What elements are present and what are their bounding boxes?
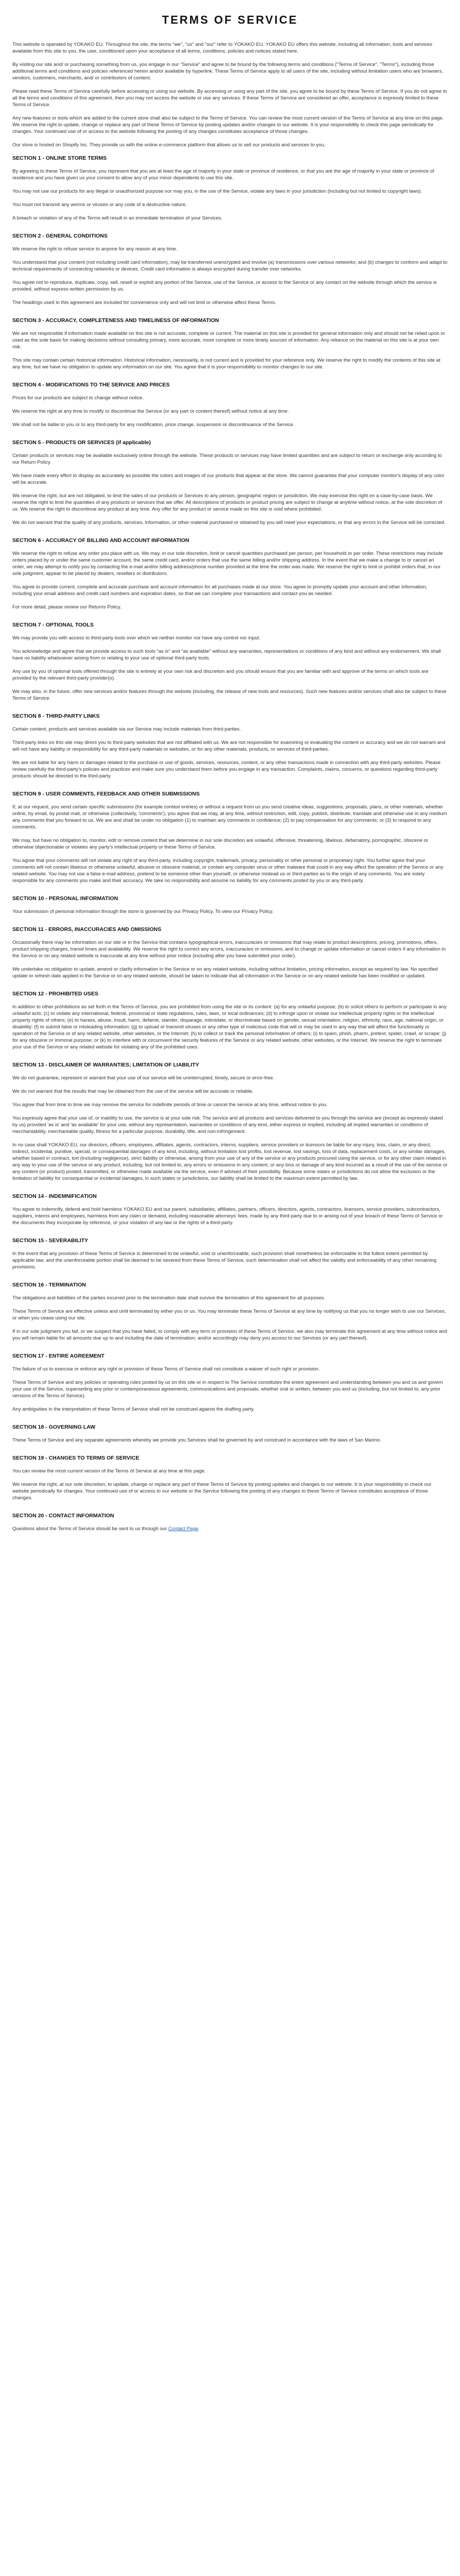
section-12-heading: SECTION 12 - PROHIBITED USES — [12, 991, 98, 997]
section-2-paragraph: You agree not to reproduce, duplicate, copy, sell, resell or exploit any portion of the Service, use of the Service, or access to the Service or any contact on the website through which the service is provided, without express written permission by us. — [12, 280, 437, 292]
section-4-heading: SECTION 4 - MODIFICATIONS TO THE SERVICE AND PRICES — [12, 382, 170, 388]
section-8-heading: SECTION 8 - THIRD-PARTY LINKS — [12, 713, 100, 719]
section-9-heading: SECTION 9 - USER COMMENTS, FEEDBACK AND OTHER SUBMISSIONS — [12, 791, 200, 797]
contact-tail: . — [198, 1526, 200, 1532]
section-4-paragraph: Prices for our products are subject to change without notice. — [12, 395, 144, 401]
section-14-heading: SECTION 14 - INDEMNIFICATION — [12, 1193, 97, 1199]
section-13-paragraph: You expressly agree that your use of, or inability to use, the service is at your sole risk. The service and all products and services delivered to you through the service are (except as expressly stated by us) provided 'as is' and 'as available' for your use, without any representation, warranties or conditions of any kind, either express or implied, including all implied warranties or conditions of merchantability, merchantable quality, fitness for a particular purpose, durability, title, and non-infringement. — [12, 1115, 443, 1134]
section-1-heading: SECTION 1 - ONLINE STORE TERMS — [12, 155, 107, 161]
section-16-paragraph: These Terms of Service are effective unless and until terminated by either you or us. You may terminate these Terms of Service at any time by notifying us that you no longer wish to use our Services, or when you cease using our site. — [12, 1309, 446, 1321]
section-6-heading: SECTION 6 - ACCURACY OF BILLING AND ACCOUNT INFORMATION — [12, 537, 190, 544]
contact-lead: Questions about the Terms of Service should be sent to us through our — [12, 1526, 167, 1532]
section-7-paragraph: Any use by you of optional tools offered through the site is entirely at your own risk and discretion and you should ensure that you are familiar with and approve of the terms on which tools are provided by the relevant third-party provider(s). — [12, 669, 429, 681]
section-8-paragraph: Third-party links on this site may direct you to third-party websites that are not affiliated with us. We are not responsible for examining or evaluating the content or accuracy and we do not warrant and will not have any liability or responsibility for any third-party materials or websites, or for any other materials, products, or services of third-parties. — [12, 740, 446, 752]
sections-container — [12, 155, 448, 1519]
section-17-paragraph: The failure of us to exercise or enforce any right or provision of these Terms of Service shall not constitute a waiver of such right or provision. — [12, 1366, 320, 1372]
contact-paragraph — [12, 1526, 448, 1532]
section-8-paragraph: We are not liable for any harm or damages related to the purchase or use of goods, services, resources, content, or any other transactions made in connection with any third-party websites. Please review carefully the third-party's policies and practices and make sure you understand them before you engage in any transaction. Complaints, claims, concerns, or questions regarding third-party products should be directed to the third-party. — [12, 760, 441, 779]
section-20-heading: SECTION 20 - CONTACT INFORMATION — [12, 1513, 114, 1519]
section-15-paragraph: In the event that any provision of these Terms of Service is determined to be unlawful, void or unenforceable, such provision shall nonetheless be enforceable to the fullest extent permitted by applicable law, and the unenforceable portion shall be deemed to be severed from these Terms of Service, such determination shall not affect the validity and enforceability of any other remaining provisions. — [12, 1251, 437, 1270]
section-16-paragraph: The obligations and liabilities of the parties incurred prior to the termination date shall survive the termination of this agreement for all purposes. — [12, 1295, 326, 1301]
terms-content — [12, 41, 448, 1532]
overview-paragraph-4: Any new features or tools which are added to the current store shall also be subject to the Terms of Service. You can review the most current version of the Terms of Service at any time on this page. We reserve the right to update, change or replace any part of these Terms of Service by posting updates and/or changes to our website. It is your responsibility to check this page periodically for changes. Your continued use of or access to the website following the posting of any changes constitutes acceptance of those changes. — [12, 115, 444, 134]
section-2-heading: SECTION 2 - GENERAL CONDITIONS — [12, 233, 108, 239]
section-5-paragraph: We do not warrant that the quality of any products, services, information, or other material purchased or obtained by you will meet your expectations, or that any errors in the Service will be corrected. — [12, 520, 446, 526]
section-13-paragraph: We do not guarantee, represent or warrant that your use of our service will be uninterrupted, timely, secure or error-free. — [12, 1075, 275, 1081]
section-10-heading: SECTION 10 - PERSONAL INFORMATION — [12, 895, 118, 902]
section-5-heading: SECTION 5 - PRODUCTS OR SERVICES (if applicable) — [12, 439, 151, 446]
section-1-paragraph: You may not use our products for any illegal or unauthorized purpose nor may you, in the use of the Service, violate any laws in your jurisdiction (including but not limited to copyright laws). — [12, 189, 422, 194]
section-8-paragraph: Certain content, products and services available via our Service may include materials from third-parties. — [12, 726, 241, 732]
section-3-paragraph: We are not responsible if information made available on this site is not accurate, complete or current. The material on this site is provided for general information only and should not be relied upon or used as the sole basis for making decisions without consulting primary, more accurate, more complete or more timely sources of information. Any reliance on the material on this site is at your own risk. — [12, 331, 446, 350]
section-1-paragraph: A breach or violation of any of the Terms will result in an immediate termination of your Services. — [12, 215, 223, 221]
section-19-heading: SECTION 19 - CHANGES TO TERMS OF SERVICE — [12, 1455, 140, 1461]
overview-paragraph-5: Our store is hosted on Shopify Inc. They provide us with the online e-commerce platform that allows us to sell our products and services to you. — [12, 142, 326, 148]
section-19-paragraph: You can review the most current version of the Terms of Service at any time at this page. — [12, 1468, 206, 1474]
section-13-paragraph: We do not warrant that the results that may be obtained from the use of the service will be accurate or reliable. — [12, 1089, 254, 1094]
section-18-heading: SECTION 18 - GOVERNING LAW — [12, 1424, 96, 1430]
overview-paragraph-1: This website is operated by YOKAKO EU. Throughout the site, the terms "we", "us" and "our" refer to YOKAKO EU. YOKAKO EU offers this website, including all information, tools and services available from this site to you, the user, conditioned upon your acceptance of all terms, conditions, policies and notices stated here. — [12, 42, 433, 54]
section-16-paragraph: If in our sole judgment you fail, or we suspect that you have failed, to comply with any term or provision of these Terms of Service, we also may terminate this agreement at any time without notice and you will remain liable for all amounts due up to and including the date of termination; and/or accordingly may deny you access to our Services (or any part thereof). — [12, 1329, 447, 1341]
section-16-heading: SECTION 16 - TERMINATION — [12, 1282, 86, 1288]
section-7-paragraph: We may provide you with access to third-party tools over which we neither monitor nor have any control nor input. — [12, 635, 261, 641]
section-4-paragraph: We shall not be liable to you or to any third-party for any modification, price change, suspension or discontinuance of the Service. — [12, 422, 295, 428]
section-9-paragraph: You agree that your comments will not violate any right of any third-party, including copyright, trademark, privacy, personality or other personal or proprietary right. You further agree that your comments will not contain libelous or otherwise unlawful, abusive or obscene material, or contain any computer virus or other malware that could in any way affect the operation of the Service or any related website. You may not use a false e-mail address, pretend to be someone other than yourself, or otherwise mislead us or third-parties as to the origin of any comments. You are solely responsible for any comments you make and their accuracy. We take no responsibility and assume no liability for any comments posted by you or any third-party. — [12, 858, 444, 884]
section-12-paragraph: In addition to other prohibitions as set forth in the Terms of Service, you are prohibited from using the site or its content: (a) for any unlawful purpose; (b) to solicit others to perform or participate in any unlawful acts; (c) to violate any international, federal, provincial or state regulations, rules, laws, or local ordinances; (d) to infringe upon or violate our intellectual property rights or the intellectual property rights of others; (e) to harass, abuse, insult, harm, defame, slander, disparage, intimidate, or discriminate based on gender, sexual orientation, religion, ethnicity, race, age, national origin, or disability; (f) to submit false or misleading information; (g) to upload or transmit viruses or any other type of malicious code that will or may be used in any way that will affect the functionality or operation of the Service or of any related website, other websites, or the Internet; (h) to collect or track the personal information of others; (i) to spam, phish, pharm, pretext, spider, crawl, or scrape; (j) for any obscene or immoral purpose; or (k) to interfere with or circumvent the security features of the Service or any related website, other websites, or the Internet. We reserve the right to terminate your use of the Service or any related website for violating any of the prohibited uses. — [12, 1004, 447, 1050]
section-11-heading: SECTION 11 - ERRORS, INACCURACIES AND OMISSIONS — [12, 926, 161, 933]
section-11-paragraph: Occasionally there may be information on our site or in the Service that contains typographical errors, inaccuracies or omissions that may relate to product descriptions, pricing, promotions, offers, product shipping charges, transit times and availability. We reserve the right to correct any errors, inaccuracies or omissions, and to change or update information or cancel orders if any information in the Service or on any related website is inaccurate at any time without prior notice (including after you have submitted your order). — [12, 940, 446, 959]
section-5-paragraph: Certain products or services may be available exclusively online through the website. These products or services may have limited quantities and are subject to return or exchange only according to our Return Policy. — [12, 453, 442, 465]
section-6-paragraph: You agree to provide current, complete and accurate purchase and account information for all purchases made at our store. You agree to promptly update your account and other information, including your email address and credit card numbers and expiration dates, so that we can complete your transactions and contact you as needed. — [12, 584, 428, 597]
section-7-paragraph: We may also, in the future, offer new services and/or features through the website (including, the release of new tools and resources). Such new features and/or services shall also be subject to these Terms of Service. — [12, 689, 447, 701]
section-1-paragraph: By agreeing to these Terms of Service, you represent that you are at least the age of majority in your state or province of residence, or that you are the age of majority in your state or province of residence and you have given us your consent to allow any of your minor dependents to use this site. — [12, 168, 434, 181]
section-4-paragraph: We reserve the right at any time to modify or discontinue the Service (or any part or content thereof) without notice at any time. — [12, 409, 289, 414]
section-5-paragraph: We have made every effort to display as accurately as possible the colors and images of our products that appear at the store. We cannot guarantee that your computer monitor's display of any color will be accurate. — [12, 473, 445, 485]
section-3-paragraph: This site may contain certain historical information. Historical information, necessarily, is not current and is provided for your reference only. We reserve the right to modify the contents of this site at any time, but we have no obligation to update any information on our site. You agree that it is your responsibility to monitor changes to our site. — [12, 358, 440, 370]
section-10-paragraph: Your submission of personal information through the store is governed by our Privacy Policy. To view our Privacy Policy. — [12, 909, 274, 914]
overview-paragraph-3: Please read these Terms of Service carefully before accessing or using our website. By accessing or using any part of the site, you agree to be bound by these Terms of Service. If you do not agree to all the terms and conditions of this agreement, then you may not access the website or use any services. If these Terms of Service are considered an offer, acceptance is expressly limited to these Terms of Service. — [12, 89, 447, 108]
section-18-paragraph: These Terms of Service and any separate agreements whereby we provide you Services shall be governed by and construed in accordance with the laws of San Marino. — [12, 1437, 382, 1443]
section-13-heading: SECTION 13 - DISCLAIMER OF WARRANTIES; LIMITATION OF LIABILITY — [12, 1062, 199, 1068]
section-17-paragraph: Any ambiguities in the interpretation of these Terms of Service shall not be construed against the drafting party. — [12, 1406, 254, 1412]
section-2-paragraph: We reserve the right to refuse service to anyone for any reason at any time. — [12, 246, 178, 252]
section-7-paragraph: You acknowledge and agree that we provide access to such tools "as is" and "as available" without any warranties, representations or conditions of any kind and without any endorsement. We shall have no liability whatsoever arising from or relating to your use of optional third-party tools. — [12, 649, 441, 661]
page-title: TERMS OF SERVICE — [162, 13, 298, 26]
section-11-paragraph: We undertake no obligation to update, amend or clarify information in the Service or on any related website, including without limitation, pricing information, except as required by law. No specified update or refresh date applied in the Service or on any related website, should be taken to indicate that all information in the Service or on any related website has been modified or updated. — [12, 967, 438, 979]
section-3-heading: SECTION 3 - ACCURACY, COMPLETENESS AND TIMELINESS OF INFORMATION — [12, 317, 219, 324]
section-5-paragraph: We reserve the right, but are not obligated, to limit the sales of our products or Services to any person, geographic region or jurisdiction. We may exercise this right on a case-by-case basis. We reserve the right to limit the quantities of any products or services that we offer. All descriptions of products or product pricing are subject to change at anytime without notice, at the sole discretion of us. We reserve the right to discontinue any product at any time. Any offer for any product or service made on this site is void where prohibited. — [12, 493, 442, 512]
overview-paragraph-2: By visiting our site and/ or purchasing something from us, you engage in our "Service" and agree to be bound by the following terms and conditions ("Terms of Service", "Terms"), including those additional terms and conditions and policies referenced herein and/or available by hyperlink. These Terms of Service apply to all users of the site, including without limitation users who are browsers, vendors, customers, merchants, and/ or contributors of content. — [12, 62, 444, 81]
section-9-paragraph: We may, but have no obligation to, monitor, edit or remove content that we determine in our sole discretion are unlawful, offensive, threatening, libelous, defamatory, pornographic, obscene or otherwise objectionable or violates any party's intellectual property or these Terms of Service. — [12, 838, 429, 850]
section-15-heading: SECTION 15 - SEVERABILITY — [12, 1238, 89, 1244]
section-17-heading: SECTION 17 - ENTIRE AGREEMENT — [12, 1353, 105, 1359]
contact-page-link[interactable]: Contact Page — [168, 1526, 198, 1532]
section-17-paragraph: These Terms of Service and any policies or operating rules posted by us on this site or in respect to The Service constitutes the entire agreement and understanding between you and us and govern your use of the Service, superseding any prior or contemporaneous agreements, communications and proposals, whether oral or written, between you and us (including, but not limited to, any prior versions of the Terms of Service). — [12, 1380, 443, 1399]
section-19-paragraph: We reserve the right, at our sole discretion, to update, change or replace any part of these Terms of Service by posting updates and changes to our website. It is your responsibility to check our website periodically for changes. Your continued use of or access to our website or the Service following the posting of any changes to these Terms of Service constitutes acceptance of those changes. — [12, 1482, 432, 1501]
section-14-paragraph: You agree to indemnify, defend and hold harmless YOKAKO EU and our parent, subsidiaries, affiliates, partners, officers, directors, agents, contractors, licensors, service providers, subcontractors, suppliers, interns and employees, harmless from any claim or demand, including reasonable attorneys' fees, made by any third-party due to or arising out of your breach of these Terms of Service or the documents they incorporate by reference, or your violation of any law or the rights of a third-party. — [12, 1207, 443, 1226]
section-13-paragraph: You agree that from time to time we may remove the service for indefinite periods of time or cancel the service at any time, without notice to you. — [12, 1102, 328, 1108]
section-9-paragraph: If, at our request, you send certain specific submissions (for example contest entries) or without a request from us you send creative ideas, suggestions, proposals, plans, or other materials, whether online, by email, by postal mail, or otherwise (collectively, 'comments'), you agree that we may, at any time, without restriction, edit, copy, publish, distribute, translate and otherwise use in any medium any comments that you forward to us. We are and shall be under no obligation (1) to maintain any comments in confidence; (2) to pay compensation for any comments; or (3) to respond to any comments. — [12, 804, 447, 830]
section-2-paragraph: You understand that your content (not including credit card information), may be transferred unencrypted and involve (a) transmissions over various networks; and (b) changes to conform and adapt to technical requirements of connecting networks or devices. Credit card information is always encrypted during transfer over networks. — [12, 260, 448, 272]
section-2-paragraph: The headings used in this agreement are included for convenience only and will not limit or otherwise affect these Terms. — [12, 300, 277, 306]
section-6-paragraph: For more detail, please review our Returns Policy. — [12, 604, 122, 610]
section-1-paragraph: You must not transmit any worms or viruses or any code of a destructive nature. — [12, 202, 187, 208]
section-13-paragraph: In no case shall YOKAKO EU, our directors, officers, employees, affiliates, agents, contractors, interns, suppliers, service providers or licensors be liable for any injury, loss, claim, or any direct, indirect, incidental, punitive, special, or consequential damages of any kind, including, without limitation lost profits, lost revenue, lost savings, loss of data, replacement costs, or any similar damages, whether based in contract, tort (including negligence), strict liability or otherwise, arising from your use of any of the service or any products procured using the service, or for any other claim related in any way to your use of the service or any product, including, but not limited to, any errors or omissions in any content, or any loss or damage of any kind incurred as a result of the use of the service or any content (or product) posted, transmitted, or otherwise made available via the service, even if advised of their possibility. Because some states or jurisdictions do not allow the exclusion or the limitation of liability for consequential or incidental damages, in such states or jurisdictions, our liability shall be limited to the maximum extent permitted by law. — [12, 1142, 448, 1181]
section-7-heading: SECTION 7 - OPTIONAL TOOLS — [12, 622, 94, 628]
section-6-paragraph: We reserve the right to refuse any order you place with us. We may, in our sole discretion, limit or cancel quantities purchased per person, per household or per order. These restrictions may include orders placed by or under the same customer account, the same credit card, and/or orders that use the same billing and/or shipping address. In the event that we make a change to or cancel an order, we may attempt to notify you by contacting the e-mail and/or billing address/phone number provided at the time the order was made. We reserve the right to limit or prohibit orders that, in our sole judgment, appear to be placed by dealers, resellers or distributors. — [12, 551, 443, 577]
